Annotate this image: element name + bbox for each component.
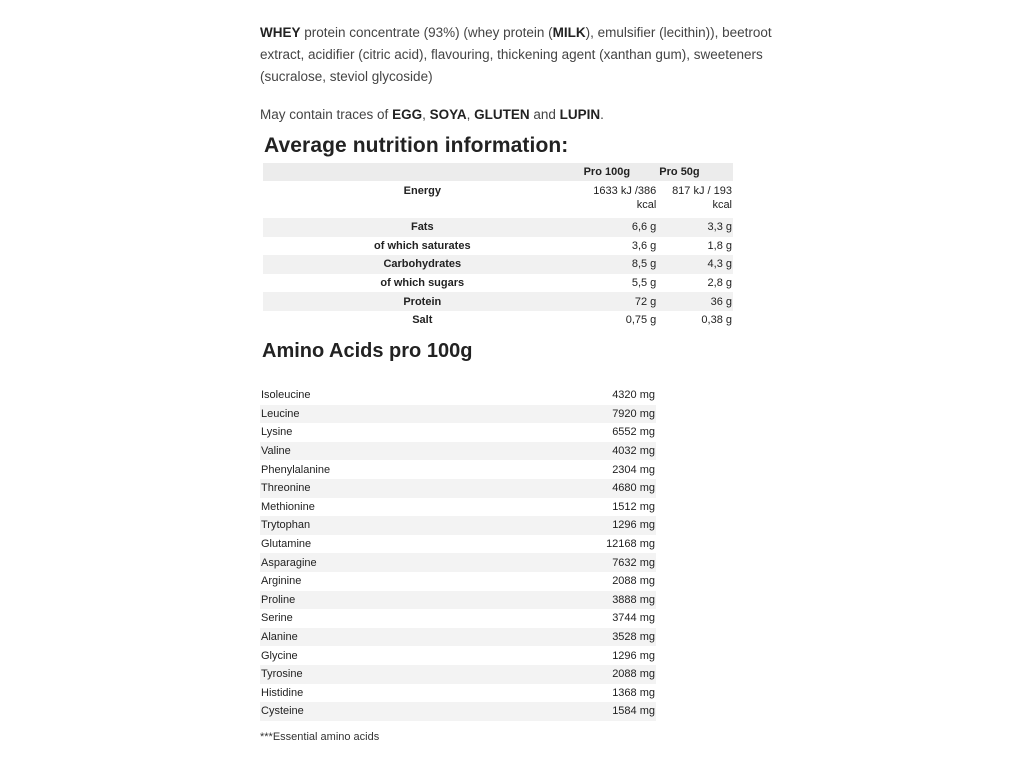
amino-row	[260, 591, 656, 610]
ingredients-text	[260, 22, 780, 88]
amino-value: 1296 mg	[560, 516, 656, 535]
allergen-gluten: GLUTEN	[474, 107, 530, 122]
nutrition-heading: Average nutrition information:	[264, 134, 569, 157]
ingredients-part: ), emulsifier (lecithin)), beetroot extract, acidifier (citric acid), flavouring, thickening agent (xanthan gum), sweeteners (sucralose, steviol glycoside)	[260, 25, 772, 84]
nutrient-name: Fats	[263, 218, 582, 237]
amino-name: Glutamine	[261, 538, 312, 551]
amino-row	[260, 460, 656, 479]
nutrition-col-blank	[263, 163, 582, 181]
amino-row	[260, 609, 656, 628]
nutrient-value-100g: 5,5 g	[631, 277, 657, 290]
amino-name: Alanine	[260, 628, 560, 647]
amino-value: 6552 mg	[612, 426, 655, 439]
amino-name: Glycine	[261, 649, 298, 662]
amino-name: Lysine	[261, 426, 293, 439]
nutrition-row	[263, 311, 733, 330]
nutrient-value-50g: 2,8 g	[707, 277, 732, 290]
amino-row	[260, 553, 656, 572]
amino-value: 4320 mg	[612, 389, 655, 402]
ingredient-highlight-whey: WHEY	[260, 25, 301, 40]
amino-row	[260, 628, 656, 647]
nutrition-row	[263, 292, 733, 311]
amino-value: 2304 mg	[612, 463, 655, 476]
amino-row	[260, 442, 656, 461]
amino-name: Serine	[261, 612, 293, 625]
nutrient-value-50g: 817 kJ / 193 kcal	[672, 185, 732, 211]
amino-name: Proline	[260, 591, 560, 610]
amino-value: 4032 mg	[560, 442, 656, 461]
nutrient-value-50g: 4,3 g	[657, 255, 733, 274]
amino-value: 7632 mg	[560, 553, 656, 572]
traces-separator: ,	[466, 107, 475, 122]
amino-name: Valine	[260, 442, 560, 461]
amino-row	[260, 498, 656, 517]
nutrition-table	[263, 163, 733, 330]
amino-row	[260, 479, 656, 498]
amino-value: 2088 mg	[612, 575, 655, 588]
amino-name: Cysteine	[260, 702, 560, 721]
amino-row	[260, 516, 656, 535]
amino-row	[260, 405, 656, 424]
nutrient-name: of which saturates	[374, 239, 471, 252]
nutrition-row	[263, 237, 733, 256]
amino-value: 2088 mg	[560, 665, 656, 684]
nutrient-value-50g: 0,38 g	[701, 314, 732, 327]
amino-value: 1512 mg	[612, 500, 655, 513]
ingredients-part: protein concentrate (93%) (whey protein (	[300, 25, 553, 40]
amino-row	[260, 572, 656, 591]
nutrient-name: Salt	[412, 314, 433, 327]
nutrition-col-100g: Pro 100g	[582, 163, 658, 181]
amino-value: 1368 mg	[612, 686, 655, 699]
allergen-lupin: LUPIN	[559, 107, 601, 122]
amino-value: 3888 mg	[560, 591, 656, 610]
nutrient-value-50g: 3,3 g	[657, 218, 733, 237]
amino-row	[260, 702, 656, 721]
nutrient-name: Energy	[403, 185, 441, 197]
traces-separator: and	[529, 107, 560, 122]
amino-row	[260, 684, 656, 703]
nutrient-value-50g: 1,8 g	[707, 239, 732, 252]
nutrient-name: Protein	[263, 292, 582, 311]
nutrient-name: Carbohydrates	[263, 255, 582, 274]
nutrition-row	[263, 255, 733, 274]
amino-name: Arginine	[261, 575, 302, 588]
nutrition-row	[263, 274, 733, 293]
nutrient-name: of which sugars	[380, 277, 465, 290]
amino-heading: Amino Acids pro 100g	[262, 340, 473, 362]
traces-separator: ,	[422, 107, 430, 122]
nutrient-value-100g: 6,6 g	[582, 218, 658, 237]
amino-name: Isoleucine	[261, 389, 311, 402]
amino-name: Phenylalanine	[261, 463, 331, 476]
amino-row	[260, 386, 656, 405]
traces-end: .	[600, 107, 604, 122]
amino-row	[260, 646, 656, 665]
nutrition-header-row	[263, 163, 733, 181]
footnote: ***Essential amino acids	[260, 731, 380, 743]
allergen-soya: SOYA	[429, 107, 467, 122]
amino-name: Trytophan	[260, 516, 560, 535]
amino-value: 1584 mg	[560, 702, 656, 721]
nutrient-value-100g: 72 g	[582, 292, 658, 311]
nutrition-row	[263, 218, 733, 237]
allergen-egg: EGG	[392, 107, 423, 122]
amino-row	[260, 535, 656, 554]
amino-name: Threonine	[260, 479, 560, 498]
nutrient-value-100g: 1633 kJ /386 kcal	[593, 185, 657, 211]
amino-name: Methionine	[261, 500, 315, 513]
allergen-milk: MILK	[552, 25, 586, 40]
nutrient-value-100g: 8,5 g	[582, 255, 658, 274]
nutrient-value-100g: 3,6 g	[631, 239, 657, 252]
amino-name: Tyrosine	[260, 665, 560, 684]
amino-name: Asparagine	[260, 553, 560, 572]
amino-value: 4680 mg	[560, 479, 656, 498]
amino-value: 12168 mg	[606, 538, 655, 551]
amino-name: Leucine	[260, 405, 560, 424]
amino-value: 7920 mg	[560, 405, 656, 424]
traces-intro: May contain traces of	[260, 107, 393, 122]
nutrient-value-50g: 36 g	[657, 292, 733, 311]
amino-row	[260, 423, 656, 442]
amino-row	[260, 665, 656, 684]
nutrition-col-50g: Pro 50g	[657, 163, 733, 181]
traces-text	[260, 104, 780, 126]
amino-table	[260, 386, 656, 721]
nutrition-row	[263, 181, 733, 218]
amino-name: Histidine	[261, 686, 304, 699]
amino-value: 1296 mg	[612, 649, 655, 662]
amino-value: 3528 mg	[560, 628, 656, 647]
nutrient-value-100g: 0,75 g	[625, 314, 657, 327]
amino-value: 3744 mg	[612, 612, 655, 625]
